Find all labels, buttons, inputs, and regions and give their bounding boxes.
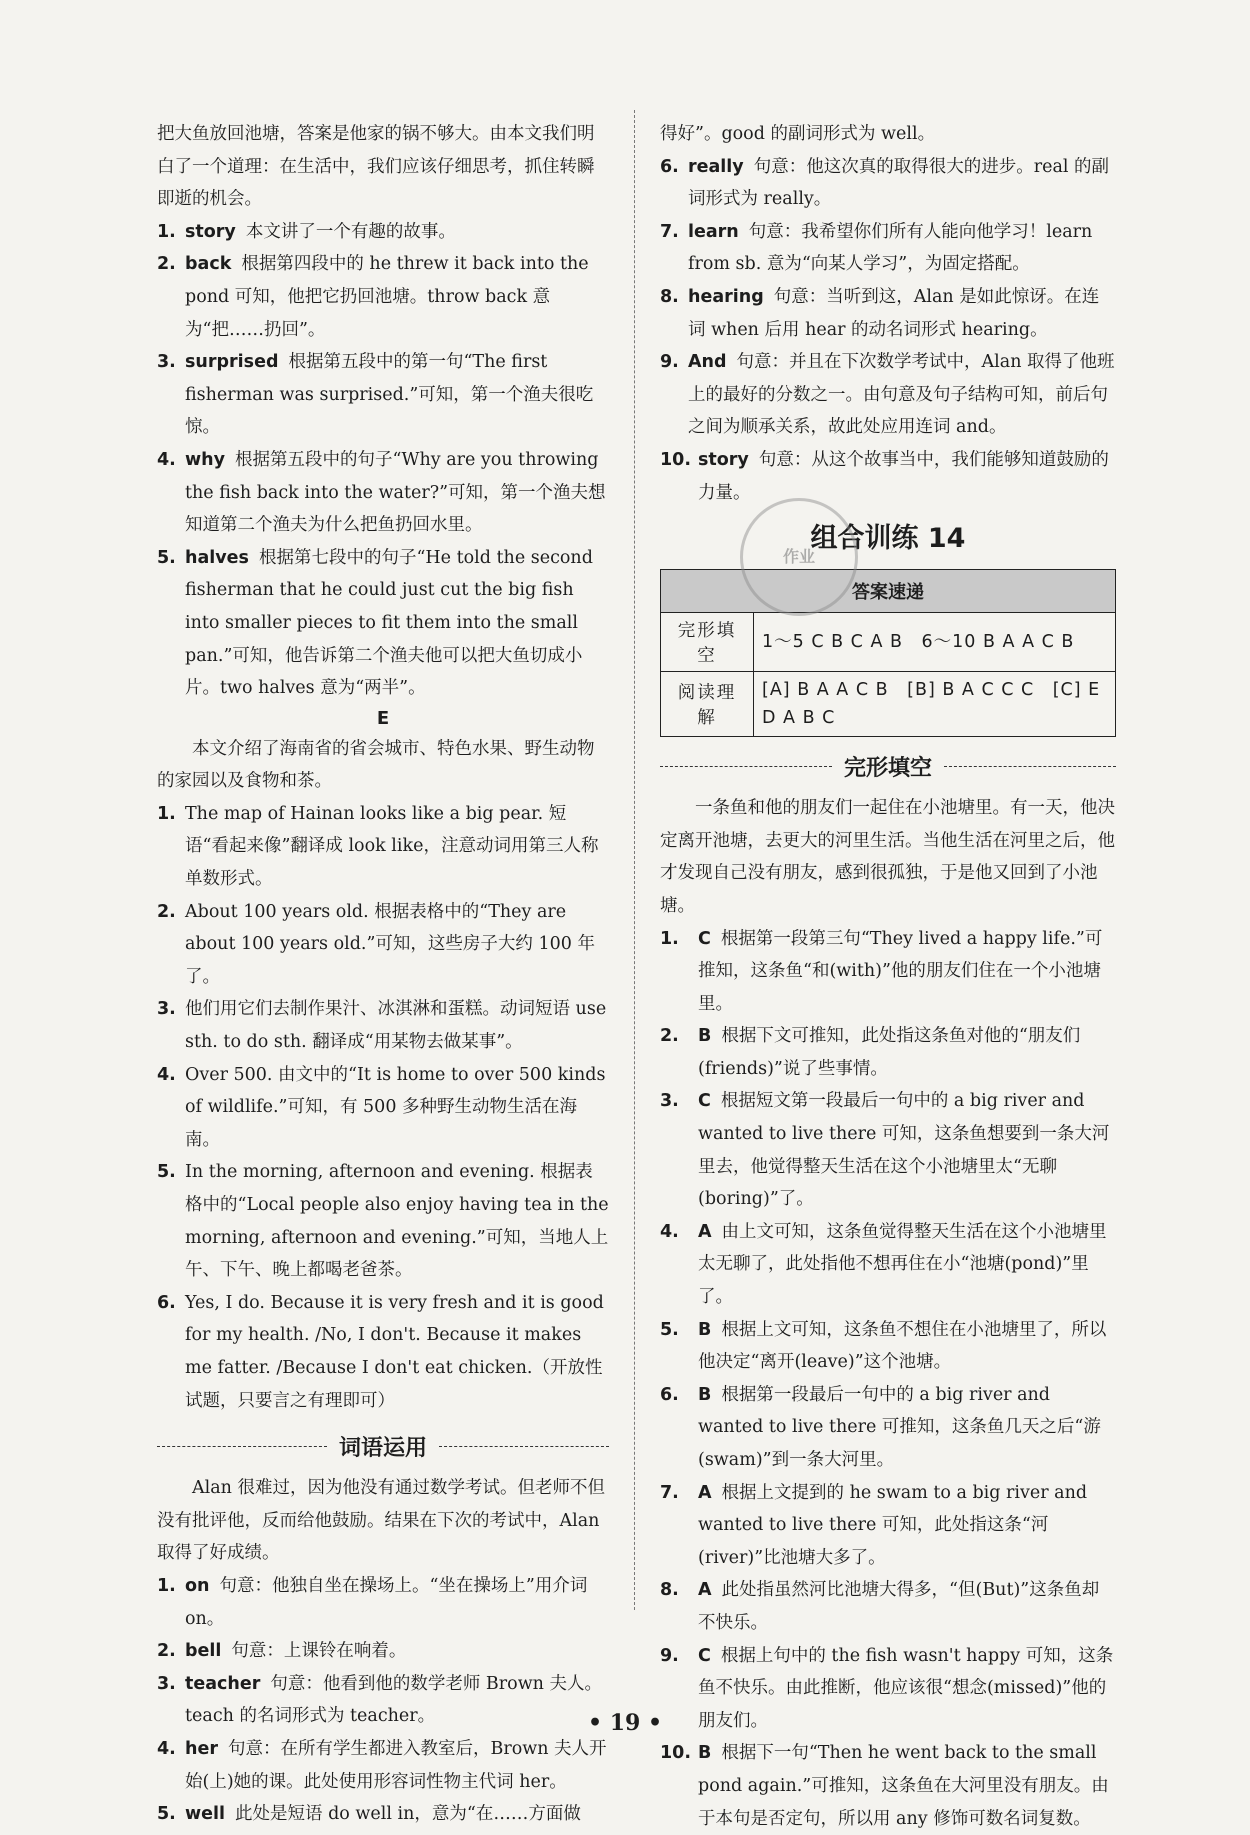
table-header-row [661, 570, 1116, 613]
section-e-intro: 本文介绍了海南省的省会城市、特色水果、野生动物的家园以及食物和茶。 [157, 733, 609, 798]
answer-list-cloze [660, 923, 1116, 1835]
list-item: 9. C 根据上句中的 the fish wasn't happy 可知，这条鱼不快乐。由此推断，他应该很“想念(missed)”他的朋友们。 [660, 1640, 1116, 1738]
list-item: 6. really 句意：他这次真的取得很大的进步。real 的副词形式为 really。 [660, 151, 1116, 216]
list-item: 1. on 句意：他独自坐在操场上。“坐在操场上”用介词 on。 [157, 1570, 609, 1635]
list-item: 1. C 根据第一段第三句“They lived a happy life.”可推知，这条鱼“和(with)”他的朋友们住在一个小池塘里。 [660, 923, 1116, 1021]
list-item: 2. bell 句意：上课铃在响着。 [157, 1635, 609, 1668]
list-item: 4. A 由上文可知，这条鱼觉得整天生活在这个小池塘里太无聊了，此处指他不想再住在小“池塘(pond)”里了。 [660, 1216, 1116, 1314]
list-item: 7. learn 句意：我希望你们所有人能向他学习！learn from sb. 意为“向某人学习”，为固定搭配。 [660, 216, 1116, 281]
list-item: 6. B 根据第一段最后一句中的 a big river and wanted to live there 可推知，这条鱼几天之后“游(swam)”到一条大河里。 [660, 1379, 1116, 1477]
divider [944, 766, 1116, 767]
list-item: 2. About 100 years old. 根据表格中的“They are about 100 years old.”可知，这些房子大约 100 年了。 [157, 896, 609, 994]
list-item: 2. B 根据下文可推知，此处指这条鱼对他的“朋友们(friends)”说了些事情。 [660, 1020, 1116, 1085]
list-item: 5. halves 根据第七段中的句子“He told the second fisherman that he could just cut the big fish into smaller pieces to fit them into the small pan.”可知，他告诉第二个渔夫他可以把大鱼切成小片。two halves 意为“两半”。 [157, 542, 609, 705]
section-cloze-intro: 一条鱼和他的朋友们一起住在小池塘里。有一天，他决定离开池塘，去更大的河里生活。当他生活在河里之后，他才发现自己没有朋友，感到很孤独，于是他又回到了小池塘。 [660, 792, 1116, 922]
list-item: 3. surprised 根据第五段中的第一句“The first fisherman was surprised.”可知，第一个渔夫很吃惊。 [157, 346, 609, 444]
divider [439, 1446, 609, 1447]
list-item: 4. Over 500. 由文中的“It is home to over 500 kinds of wildlife.”可知，有 500 多种野生动物生活在海南。 [157, 1059, 609, 1157]
left-column [157, 118, 609, 1831]
page-number: • 19 • [0, 1710, 1250, 1736]
intro-paragraph: 把大鱼放回池塘，答案是他家的锅不够大。由本文我们明白了一个道理：在生活中，我们应该仔细思考，抓住转瞬即逝的机会。 [157, 118, 609, 216]
table-row: 完形填空 1～5 C B C A B 6～10 B A A C B [661, 613, 1116, 672]
list-item: 7. A 根据上文提到的 he swam to a big river and wanted to live there 可知，此处指这条“河(river)”比池塘大多了。 [660, 1477, 1116, 1575]
continued-text: 得好”。good 的副词形式为 well。 [660, 118, 1116, 151]
list-item: 5. In the morning, afternoon and evening. 根据表格中的“Local people also enjoy having tea in the morning, afternoon and evening.”可知，当地人上午、下午、晚上都喝老爸茶。 [157, 1156, 609, 1286]
divider [660, 766, 832, 767]
list-item: 2. back 根据第四段中的 he threw it back into the pond 可知，他把它扔回池塘。throw back 意为“把……扔回”。 [157, 248, 609, 346]
list-item: 8. hearing 句意：当听到这，Alan 是如此惊讶。在连词 when 后用 hear 的动名词形式 hearing。 [660, 281, 1116, 346]
answer-table [660, 569, 1116, 737]
list-item: 6. Yes, I do. Because it is very fresh and it is good for my health. /No, I don't. Because it makes me fatter. /Because I don't eat chicken.（开放性试题，只要言之有理即可） [157, 1287, 609, 1417]
section-heading-words: 词语运用 [157, 1431, 609, 1462]
section-words-intro: Alan 很难过，因为他没有通过数学考试。但老师不但没有批评他，反而给他鼓励。结果在下次的考试中，Alan 取得了好成绩。 [157, 1472, 609, 1570]
answer-list-words [157, 1570, 609, 1831]
list-item: 4. why 根据第五段中的句子“Why are you throwing the fish back into the water?”可知，第一个渔夫想知道第二个渔夫为什么把鱼扔回水里。 [157, 444, 609, 542]
list-item: 4. her 句意：在所有学生都进入教室后，Brown 夫人开始(上)她的课。此处使用形容词性物主代词 her。 [157, 1733, 609, 1798]
section-letter-e: E [157, 705, 609, 733]
list-item: 3. teacher 句意：他看到他的数学老师 Brown 夫人。teach 的名词形式为 teacher。 [157, 1668, 609, 1733]
right-column [660, 118, 1116, 1835]
list-item: 10. B 根据下一句“Then he went back to the small pond again.”可推知，这条鱼在大河里没有朋友。由于本句是否定句，所以用 any 修饰可数名词复数。 [660, 1737, 1116, 1835]
list-item: 3. 他们用它们去制作果汁、冰淇淋和蛋糕。动词短语 use sth. to do sth. 翻译成“用某物去做某事”。 [157, 993, 609, 1058]
list-item: 1. story 本文讲了一个有趣的故事。 [157, 216, 609, 249]
answer-list-words-cont [660, 151, 1116, 510]
column-divider [634, 110, 635, 1610]
list-item: 5. well 此处是短语 do well in，意为“在……方面做 [157, 1798, 609, 1831]
group-title: 组合训练 14 [660, 521, 1116, 557]
list-item: 10. story 句意：从这个故事当中，我们能够知道鼓励的力量。 [660, 444, 1116, 509]
answer-list-d [157, 216, 609, 705]
section-heading-cloze: 完形填空 [660, 751, 1116, 782]
list-item: 5. B 根据上文可知，这条鱼不想住在小池塘里了，所以他决定“离开(leave)”这个池塘。 [660, 1314, 1116, 1379]
answer-list-e [157, 798, 609, 1417]
table-row: 阅读理解 [A] B A A C B [B] B A C C C [C] E D A B C [661, 672, 1116, 737]
list-item: 1. The map of Hainan looks like a big pear. 短语“看起来像”翻译成 look like，注意动词用第三人称单数形式。 [157, 798, 609, 896]
divider [157, 1446, 327, 1447]
list-item: 8. A 此处指虽然河比池塘大得多，“但(But)”这条鱼却不快乐。 [660, 1574, 1116, 1639]
list-item: 9. And 句意：并且在下次数学考试中，Alan 取得了他班上的最好的分数之一。由句意及句子结构可知，前后句之间为顺承关系，故此处应用连词 and。 [660, 346, 1116, 444]
list-item: 3. C 根据短文第一段最后一句中的 a big river and wanted to live there 可知，这条鱼想要到一条大河里去，他觉得整天生活在这个小池塘里太“无聊(boring)”了。 [660, 1085, 1116, 1215]
stamp-icon: 作业 [740, 498, 858, 616]
table-header: 答案速递 [661, 570, 1116, 613]
